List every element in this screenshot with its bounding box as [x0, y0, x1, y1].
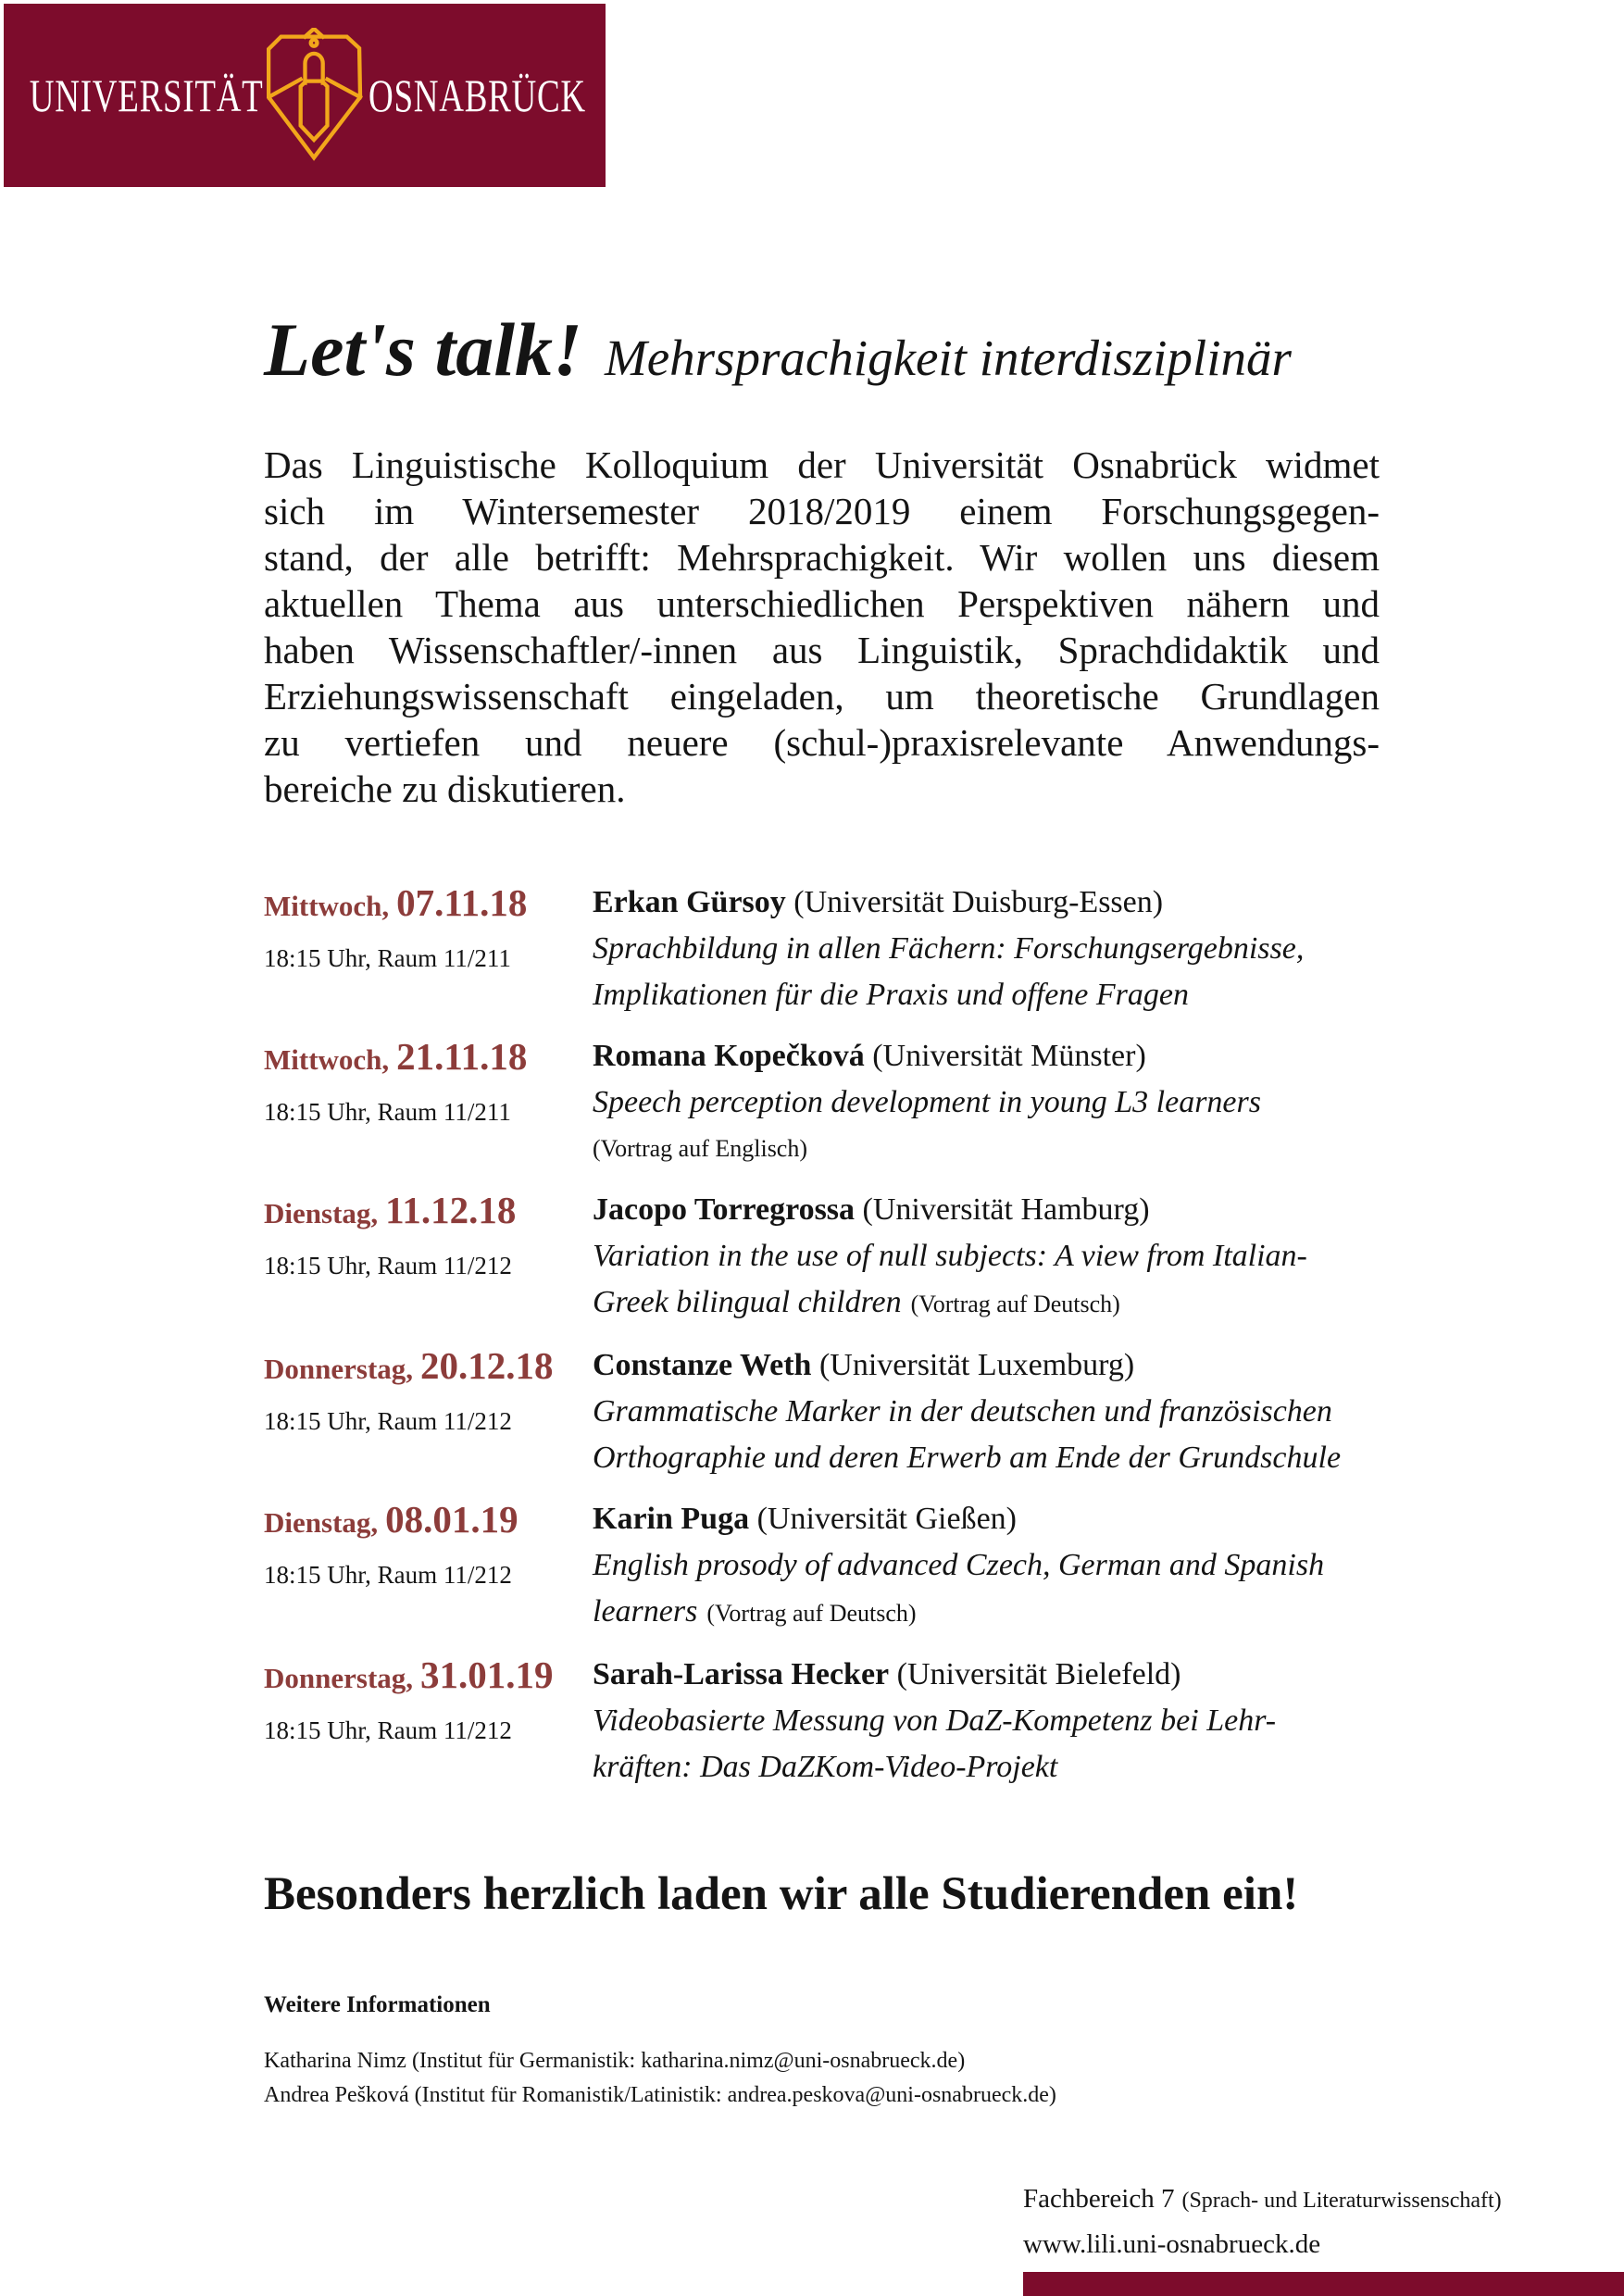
event-talk-title [593, 1698, 1389, 1791]
intro-line: stand, der alle betrifft: Mehrsprachigkeit. Wir wollen uns diesem [264, 536, 1380, 579]
talk-title-line: Greek bilingual children (Vortrag auf Deutsch) [593, 1285, 1120, 1319]
more-info-section [264, 1992, 1056, 2113]
intro-line: bereiche zu diskutieren. [264, 767, 626, 810]
talk-title-line: Videobasierte Messung von DaZ-Kompetenz bei Lehr- [593, 1703, 1277, 1738]
intro-line: zu vertiefen und neuere (schul-)praxisrelevante Anwendungs- [264, 721, 1380, 764]
events-list [264, 880, 1389, 1805]
event-left-column [264, 1652, 593, 1791]
event-row [264, 880, 1389, 1018]
event-time-room: 18:15 Uhr, Raum 11/212 [264, 1407, 512, 1435]
event-right-column [593, 1496, 1389, 1637]
footer-url: www.lili.uni-osnabrueck.de [1023, 2229, 1321, 2259]
logo-text-universitaet: UNIVERSITÄT [29, 69, 264, 121]
intro-paragraph [264, 442, 1380, 812]
event-date-line [264, 1342, 593, 1398]
intro-line: Das Linguistische Kolloquium der Universität Osnabrück widmet [264, 443, 1380, 486]
talk-language-note: (Vortrag auf Deutsch) [910, 1291, 1120, 1317]
event-affiliation: (Universität Hamburg) [862, 1192, 1150, 1227]
event-left-column [264, 1496, 593, 1637]
event-speaker-line [593, 880, 1389, 926]
talk-title-line: English prosody of advanced Czech, German and Spanish [593, 1548, 1325, 1582]
event-speaker-name: Sarah-Larissa Hecker [593, 1657, 890, 1691]
title-subtitle: Mehrsprachigkeit interdisziplinär [604, 330, 1292, 386]
event-row [264, 1342, 1389, 1481]
footer-department-note: (Sprach- und Literaturwissenschaft) [1181, 2189, 1502, 2213]
event-speaker-line [593, 1496, 1389, 1542]
event-affiliation: (Universität Münster) [872, 1039, 1146, 1073]
page-title: Let's talk! [264, 307, 582, 392]
event-affiliation: (Universität Bielefeld) [896, 1657, 1181, 1691]
event-date-line [264, 1033, 593, 1089]
talk-title-line: learners (Vortrag auf Deutsch) [593, 1594, 917, 1628]
event-speaker-name: Jacopo Torregrossa [593, 1192, 856, 1227]
footer-accent-bar [1023, 2272, 1624, 2296]
event-date: 31.01.19 [420, 1653, 554, 1696]
event-day: Donnerstag, [264, 1662, 414, 1694]
intro-line: sich im Wintersemester 2018/2019 einem Forschungsgegen- [264, 490, 1380, 532]
event-day: Dienstag, [264, 1506, 379, 1539]
talk-title-line: Implikationen für die Praxis und offene Fragen [593, 978, 1189, 1012]
contact-line: Andrea Pešková (Institut für Romanistik/Latinistik: andrea.peskova@uni-osnabrueck.de) [264, 2083, 1056, 2107]
event-date-line [264, 1187, 593, 1242]
talk-title-line: Variation in the use of null subjects: A view from Italian- [593, 1239, 1307, 1273]
event-left-column [264, 880, 593, 1018]
talk-title-line: Grammatische Marker in der deutschen und französischen [593, 1394, 1332, 1429]
event-speaker-line [593, 1033, 1389, 1079]
event-time-room: 18:15 Uhr, Raum 11/211 [264, 1098, 511, 1126]
event-talk-title [593, 1542, 1389, 1637]
event-left-column [264, 1342, 593, 1481]
event-date-line [264, 1652, 593, 1707]
university-logo-banner [4, 4, 606, 187]
event-left-column [264, 1033, 593, 1172]
talk-title-line: kräften: Das DaZKom-Video-Projekt [593, 1750, 1058, 1784]
event-right-column [593, 1652, 1389, 1791]
event-row [264, 1652, 1389, 1791]
event-right-column [593, 880, 1389, 1018]
event-date: 07.11.18 [396, 881, 528, 924]
closing-invitation: Besonders herzlich laden wir alle Studierenden ein! [264, 1868, 1299, 1920]
event-right-column [593, 1187, 1389, 1328]
event-affiliation: (Universität Duisburg-Essen) [793, 885, 1164, 919]
event-day: Mittwoch, [264, 890, 390, 922]
event-time-room: 18:15 Uhr, Raum 11/212 [264, 1561, 512, 1589]
university-emblem-icon [267, 28, 365, 163]
event-right-column [593, 1033, 1389, 1172]
event-talk-title [593, 1233, 1389, 1328]
event-affiliation: (Universität Luxemburg) [818, 1348, 1135, 1382]
event-speaker-name: Constanze Weth [593, 1348, 812, 1382]
event-speaker-line [593, 1187, 1389, 1233]
info-heading: Weitere Informationen [264, 1992, 491, 2017]
footer-text [1023, 2177, 1502, 2266]
event-day: Dienstag, [264, 1197, 379, 1229]
event-date: 11.12.18 [385, 1189, 517, 1231]
event-talk-title [593, 1389, 1389, 1481]
talk-title-line: Orthographie und deren Erwerb am Ende der Grundschule [593, 1441, 1342, 1475]
intro-line: haben Wissenschaftler/-innen aus Linguistik, Sprachdidaktik und [264, 629, 1380, 671]
event-date: 20.12.18 [420, 1344, 554, 1387]
event-speaker-line [593, 1342, 1389, 1389]
event-right-column [593, 1342, 1389, 1481]
event-date: 08.01.19 [385, 1498, 518, 1541]
event-row [264, 1496, 1389, 1637]
event-time-room: 18:15 Uhr, Raum 11/212 [264, 1252, 512, 1279]
event-speaker-name: Erkan Gürsoy [593, 885, 786, 919]
talk-title-line: Speech perception development in young L3 learners [593, 1085, 1261, 1119]
event-speaker-name: Karin Puga [593, 1502, 750, 1536]
intro-line: aktuellen Thema aus unterschiedlichen Perspektiven nähern und [264, 582, 1380, 625]
contact-list [264, 2044, 1056, 2113]
event-left-column [264, 1187, 593, 1328]
event-row [264, 1187, 1389, 1328]
footer-department: Fachbereich 7 [1023, 2184, 1175, 2214]
event-affiliation: (Universität Gießen) [756, 1502, 1017, 1536]
event-row [264, 1033, 1389, 1172]
talk-language-note: (Vortrag auf Deutsch) [706, 1600, 917, 1627]
event-day: Donnerstag, [264, 1353, 414, 1385]
event-talk-title [593, 1079, 1389, 1172]
event-day: Mittwoch, [264, 1043, 390, 1076]
logo-text-osnabrueck: OSNABRÜCK [369, 69, 586, 121]
event-time-room: 18:15 Uhr, Raum 11/212 [264, 1716, 512, 1744]
event-talk-title [593, 926, 1389, 1018]
footer-department-line [1023, 2177, 1502, 2223]
event-date: 21.11.18 [396, 1035, 528, 1078]
event-speaker-name: Romana Kopečková [593, 1039, 865, 1073]
event-speaker-line [593, 1652, 1389, 1698]
event-time-room: 18:15 Uhr, Raum 11/211 [264, 944, 511, 972]
title-row [264, 306, 1292, 394]
event-date-line [264, 880, 593, 935]
talk-language-note: (Vortrag auf Englisch) [593, 1135, 808, 1162]
talk-title-line: Sprachbildung in allen Fächern: Forschungsergebnisse, [593, 931, 1305, 966]
intro-line: Erziehungswissenschaft eingeladen, um theoretische Grundlagen [264, 675, 1380, 718]
contact-line: Katharina Nimz (Institut für Germanistik: katharina.nimz@uni-osnabrueck.de) [264, 2049, 966, 2073]
event-date-line [264, 1496, 593, 1552]
